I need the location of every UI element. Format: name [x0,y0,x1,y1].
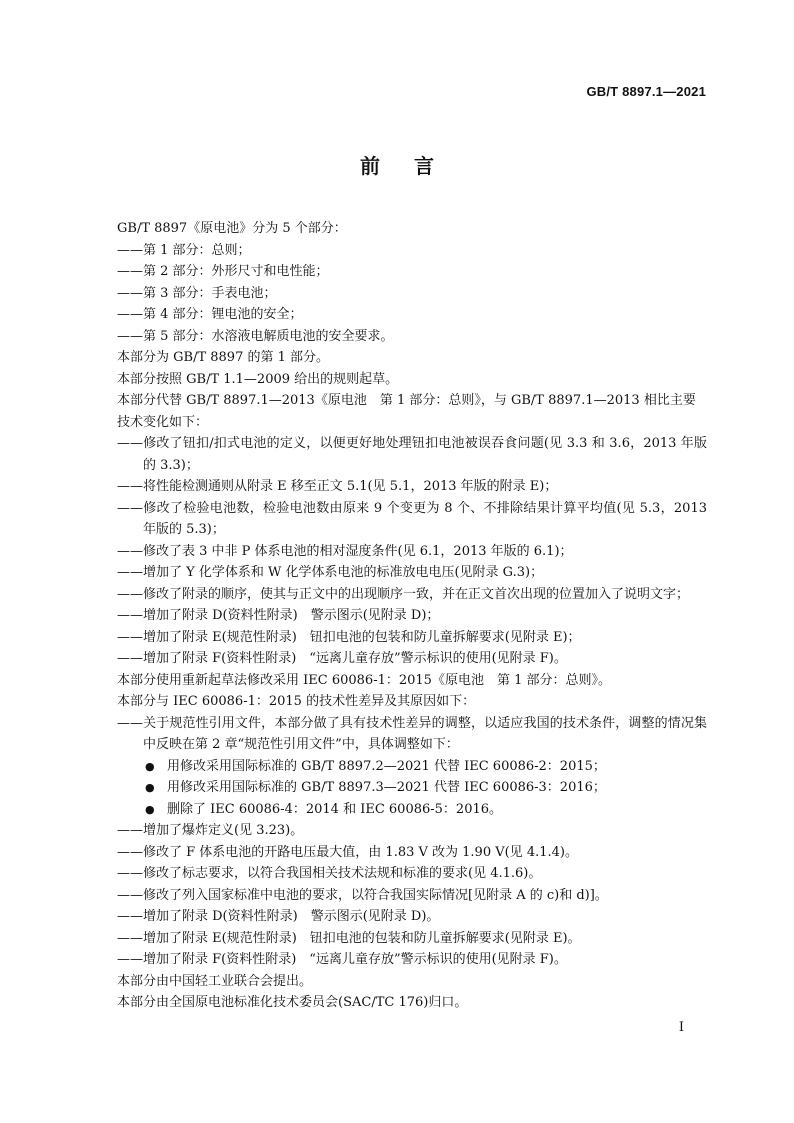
list-item-text: 增加了附录 E(规范性附录) 钮扣电池的包装和防儿童拆解要求(见附录 E)； [143,629,581,645]
bullet-list-item [117,799,707,821]
dash-marker: —— [117,307,143,322]
paragraph: 本部分由全国原电池标准化技术委员会(SAC/TC 176)归口。 [117,995,468,1010]
dash-list-item [117,863,707,885]
dash-marker: —— [117,479,143,494]
paragraph: 本部分代替 GB/T 8897.1—2013《原电池 第 1 部分：总则》，与 GB/T 8897.1—2013 相比主要技术变化如下： [117,393,696,430]
list-item-text: 增加了 Y 化学体系和 W 化学体系电池的标准放电电压(见附录 G.3)； [143,565,544,580]
dash-list-item [117,885,707,907]
list-item-text: 修改了 F 体系电池的开路电压最大值，由 1.83 V 改为 1.90 V(见 4.1.4)。 [143,844,578,860]
list-item-text: 修改了表 3 中非 P 体系电池的相对湿度条件(见 6.1，2013 年版的 6.1)； [143,543,573,559]
list-item-text: 删除了 IEC 60086-4：2014 和 IEC 60086-5：2016。 [167,801,503,817]
paragraph: 本部分使用重新起草法修改采用 IEC 60086-1：2015《原电池 第 1 部分：总则》。 [117,672,611,688]
list-item-text: 增加了附录 F(资料性附录) “远离儿童存放”警示标识的使用(见附录 F)。 [143,952,567,967]
dash-marker: —— [117,586,143,602]
bullet-list-item [117,777,707,799]
dash-marker: —— [117,500,143,516]
list-item-text: 第 3 部分：手表电池； [143,285,277,301]
list-item-text: 增加了爆炸定义(见 3.23)。 [143,823,304,838]
dash-list-item [117,498,707,541]
list-item-text: 用修改采用国际标准的 GB/T 8897.3—2021 代替 IEC 60086-3：2016； [167,780,606,795]
dash-marker: —— [117,952,143,967]
dash-marker: —— [117,565,143,580]
dash-marker: —— [117,930,143,946]
dash-list-item [117,584,707,606]
dash-marker: —— [117,242,143,258]
list-item-text: 第 4 部分：锂电池的安全； [143,307,303,322]
dash-marker: —— [117,887,143,903]
list-item-text: 第 1 部分：总则； [143,242,251,258]
paragraph: 本部分与 IEC 60086-1：2015 的技术性差异及其原因如下： [117,694,476,709]
dash-marker: —— [117,436,143,451]
list-item-text: 第 5 部分：水溶液电解质电池的安全要求。 [143,328,394,344]
dash-marker: —— [117,844,143,860]
list-item-text: 关于规范性引用文件，本部分做了具有技术性差异的调整，以适应我国的技术条件，调整的情况集中反映在第 2 章“规范性引用文件”中，具体调整如下： [143,715,707,752]
list-item-text: 修改了钮扣/扣式电池的定义，以便更好地处理钮扣电池被误吞食问题(见 3.3 和 3.6，2013 年版的 3.3)； [143,436,707,473]
list-item-text: 修改了附录的顺序，使其与正文中的出现顺序一致，并在正文首次出现的位置加入了说明文字； [143,586,690,602]
dash-list-item [117,240,707,262]
dash-list-item [117,476,707,498]
list-item-text: 修改了检验电池数，检验电池数由原来 9 个变更为 8 个、不排除结果计算平均值(见 5.3，2013 年版的 5.3)； [143,500,707,537]
list-item-text: 修改了标志要求，以符合我国相关技术法规和标准的要求(见 4.1.6)。 [143,866,542,881]
dash-marker: —— [117,543,143,559]
dash-list-item [117,713,707,756]
dash-list-item [117,304,707,326]
dash-marker: —— [117,715,143,731]
dash-marker: —— [117,629,143,645]
bullet-list-item [117,756,707,778]
dash-list-item [117,562,707,584]
dash-marker: —— [117,651,143,666]
dash-list-item [117,541,707,563]
dash-list-item [117,326,707,348]
dash-marker: —— [117,608,143,623]
dash-list-item [117,627,707,649]
list-item-text: 用修改采用国际标准的 GB/T 8897.2—2021 代替 IEC 60086-2：2015； [167,758,606,774]
bullet-icon: ● [145,802,155,816]
dash-marker: —— [117,264,143,279]
dash-list-item [117,906,707,928]
standard-number: GB/T 8897.1—2021 [586,84,706,99]
dash-list-item [117,648,707,670]
dash-marker: —— [117,285,143,301]
dash-list-item [117,605,707,627]
list-item-text: 增加了附录 D(资料性附录) 警示图示(见附录 D)； [143,608,440,623]
paragraph: 本部分按照 GB/T 1.1—2009 给出的规则起草。 [117,371,399,387]
dash-list-item [117,842,707,864]
list-item-text: 增加了附录 E(规范性附录) 钮扣电池的包装和防儿童拆解要求(见附录 E)。 [143,930,581,946]
dash-marker: —— [117,328,143,344]
list-item-text: 将性能检测通则从附录 E 移至正文 5.1(见 5.1，2013 年版的附录 E)； [143,479,558,494]
list-item-text: 增加了附录 F(资料性附录) “远离儿童存放”警示标识的使用(见附录 F)。 [143,651,567,666]
dash-marker: —— [117,909,143,924]
list-item-text: 修改了列入国家标准中电池的要求，以符合我国实际情况[见附录 A 的 c)和 d)]。 [143,887,608,903]
paragraph: 本部分为 GB/T 8897 的第 1 部分。 [117,350,330,365]
dash-list-item [117,820,707,842]
dash-marker: —— [117,866,143,881]
foreword-body [117,218,707,1014]
paragraph: GB/T 8897《原电池》分为 5 个部分： [117,221,347,236]
page-title: 前言 [360,154,468,178]
page-number: I [678,1020,684,1035]
bullet-icon: ● [145,759,155,773]
dash-marker: —— [117,823,143,838]
list-item-text: 增加了附录 D(资料性附录) 警示图示(见附录 D)。 [143,909,440,924]
dash-list-item [117,928,707,950]
dash-list-item [117,261,707,283]
dash-list-item [117,433,707,476]
bullet-icon: ● [145,781,155,794]
list-item-text: 第 2 部分：外形尺寸和电性能； [143,264,329,279]
dash-list-item [117,949,707,971]
paragraph: 本部分由中国轻工业联合会提出。 [117,973,313,989]
dash-list-item [117,283,707,305]
